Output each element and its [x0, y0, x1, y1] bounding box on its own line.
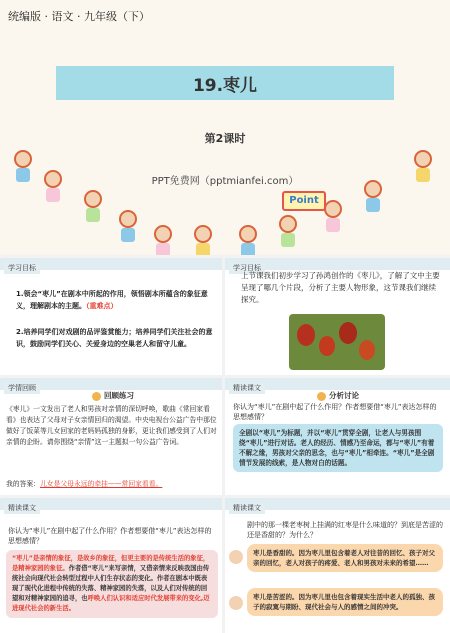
answer-text: 儿女是父母永远的牵挂——常回家看看。 [39, 480, 163, 488]
slide-intro [225, 258, 450, 375]
slide-taste [225, 498, 450, 633]
answer-label: 我的答案： [6, 480, 40, 488]
answer-body: 作者借“枣儿”来写亲情，又借亲情来反映我国由传统社会向现代社会转型过程中人们生存状态的变化。作者在剧本中既表现了现代化进程中传统的失落、精神家园的失落，以及人们对传统的回望和对精神家园的追寻，也 [12, 565, 210, 602]
question-text: 你认为“枣儿”在剧中起了什么作用？作者想要借“枣儿”表达怎样的思想感情？ [8, 527, 212, 545]
cartoon-kid-icon [115, 210, 141, 244]
answer-red: “枣儿”是亲情的象征，是故乡的象征，但更主要的是传统生活的象征，是精神家园的象征。 [12, 555, 210, 572]
intro-text: 上节课我们初步学习了孙鸿创作的《枣儿》，了解了文中主要呈现了哪几个片段，分析了主要人物形象，这节课我们继续探究。 [241, 271, 440, 304]
section-header: 精读课文 [229, 502, 265, 514]
discussion-icon [317, 392, 326, 401]
cartoon-kid-icon [360, 180, 386, 214]
lesson-label: 第2课时 [204, 132, 246, 145]
cartoon-kid-icon [10, 150, 36, 184]
goal-1-text: 1.领会“枣儿”在剧本中所起的作用，领悟剧本所蕴含的象征意义，理解剧本的主题。 [16, 290, 208, 310]
answer-red-2: 呼唤人们认识和适应时代发展带来的变化,迈进现代社会的新生活。 [12, 595, 210, 612]
section-header: 学习目标 [4, 262, 40, 274]
sweet-answer: 枣儿是香甜的。因为枣儿里包含着老人对往昔的回忆、孩子对父亲的回忆，老人对孩子的疼爱、老人和男孩对未来的希望…… [247, 544, 443, 572]
question-text: 你认为“枣儿”在剧中起了什么作用？作者想要借“枣儿”表达怎样的思想感情？ [233, 403, 437, 421]
goal-2-text: 2.培养同学们对戏剧的品评鉴赏能力；培养同学们关注社会的意识，鼓励同学们关心、关爱身边的空巢老人和留守儿童。 [16, 328, 213, 348]
goal-1-tag: （重难点） [86, 302, 118, 310]
jujube-photo [289, 314, 385, 370]
cartoon-kid-icon [190, 225, 216, 255]
title-banner [56, 66, 394, 100]
cartoon-kid-icon [40, 170, 66, 204]
slide-symbolism [0, 498, 222, 633]
site-label: PPT免费网（pptmianfei.com） [151, 176, 299, 187]
cartoon-kid-icon [235, 225, 261, 255]
slide-goals [0, 258, 222, 375]
kid-icon [229, 596, 243, 610]
point-sign: Point [282, 191, 326, 211]
page-title: 19.枣儿 [192, 75, 258, 96]
answer-box [6, 550, 218, 618]
answer-box: 全剧以“枣儿”为标题，并以“枣儿”贯穿全剧，让老人与男孩围绕“枣儿”进行对话。老人的经历、情感乃至命运，都与“枣儿”有着不解之缘，男孩对父亲的思念，也与“枣儿”相牵连。“枣儿”是全剧情节发展的线索，是人物对白的话题。 [233, 424, 443, 472]
bitter-answer: 枣儿是苦涩的。因为枣儿里也包含着现实生活中老人的孤独、孩子的寂寞与期盼、现代社会与人的感情之间的冲突。 [247, 588, 443, 616]
section-header: 精读课文 [229, 382, 265, 394]
exercise-icon [92, 392, 101, 401]
slide-discussion [225, 378, 450, 495]
review-paragraph: 《枣儿》一文发出了老人和男孩对亲情的深切呼唤，歌曲《常回家看看》也表达了父母对子女亲情回归的渴望。中央电视台公益广告中那位做好了饭菜等儿女回家的老妈妈孤独的身影，更让我们感受到了人们对亲情的企盼。请你围绕“亲情”这一主题拟一句公益广告词。 [6, 405, 217, 446]
section-title: 分析讨论 [329, 391, 359, 400]
top-label: 统编版 · 语文 · 九年级（下） [8, 10, 150, 23]
cartoon-kid-icon [80, 190, 106, 224]
section-header: 精读课文 [4, 502, 40, 514]
kid-icon [229, 550, 243, 564]
cartoon-kid-icon [275, 215, 301, 249]
cartoon-kid-icon [150, 225, 176, 255]
section-title: 回顾练习 [104, 391, 134, 400]
cover-slide [0, 0, 450, 255]
section-header: 学情回顾 [4, 382, 40, 394]
question-text: 剧中的那一棵老枣树上挂满的红枣是什么味道的？到底是苦涩的还是香甜的？为什么？ [247, 521, 443, 539]
cartoon-kid-icon [410, 150, 436, 184]
section-header: 学习目标 [229, 262, 265, 274]
slide-review [0, 378, 222, 495]
